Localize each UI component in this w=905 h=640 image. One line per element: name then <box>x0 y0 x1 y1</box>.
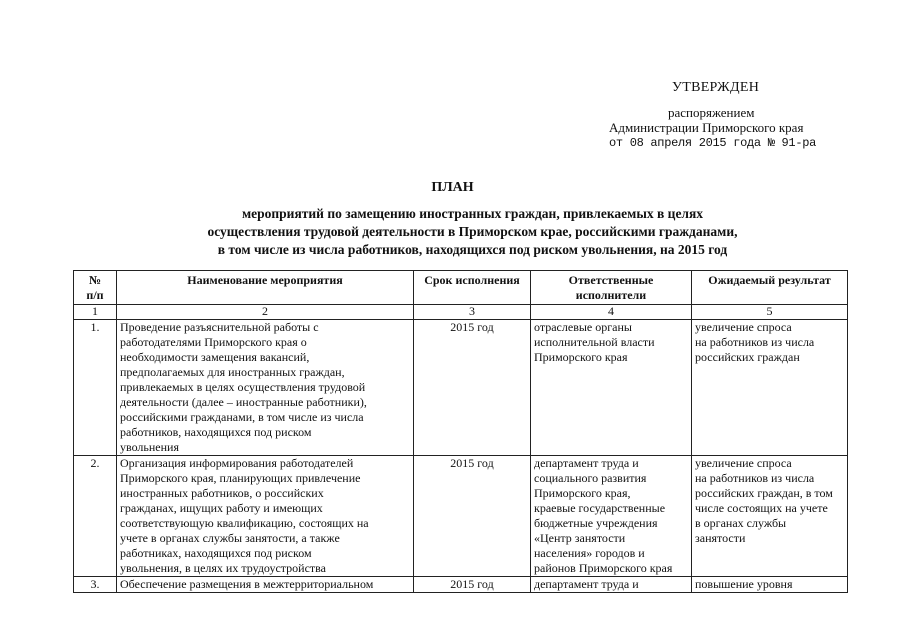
activity-name: Проведение разъяснительной работы с работодателями Приморского края о необходимости замещения вакансий, предполагаемых для иностранных граждан, привлекаемых в целях осуществления трудовой деятельности (далее – иностранные работники), российскими гражданами, в том числе из числа работников, находящихся под риском увольнения <box>117 320 414 456</box>
expected-result: увеличение спроса на работников из числа российских граждан, в том числе состоящих на учете в органах службы занятости <box>692 456 848 577</box>
column-index: 1 <box>74 305 117 320</box>
expected-result: увеличение спроса на работников из числа российских граждан <box>692 320 848 456</box>
approval-line-3: от 08 апреля 2015 года № 91-ра <box>609 136 817 150</box>
column-index: 5 <box>692 305 848 320</box>
column-index: 2 <box>117 305 414 320</box>
table-row <box>74 456 848 577</box>
deadline: 2015 год <box>414 320 531 456</box>
header-responsible: Ответственные исполнители <box>531 271 692 305</box>
plan-subtitle-3: в том числе из числа работников, находящихся под риском увольнения, на 2015 год <box>217 242 728 257</box>
table-header-row <box>74 271 848 305</box>
header-expected-result: Ожидаемый результат <box>692 271 848 305</box>
table-row <box>74 320 848 456</box>
row-number: 2. <box>74 456 117 577</box>
row-number: 1. <box>74 320 117 456</box>
activity-name: Обеспечение размещения в межтерриториальном <box>117 577 414 593</box>
column-index: 3 <box>414 305 531 320</box>
activity-name: Организация информирования работодателей Приморского края, планирующих привлечение иностранных работников, о российских гражданах, ищущих работу и имеющих соответствующую квалификацию, состоящих на учете в органах службы занятости, а также работниках, находящихся под риском увольнения, в целях их трудоустройства <box>117 456 414 577</box>
header-activity-name: Наименование мероприятия <box>117 271 414 305</box>
header-deadline: Срок исполнения <box>414 271 531 305</box>
responsible: департамент труда и социального развития Приморского края, краевые государственные бюджетные учреждения «Центр занятости населения» городов и районов Приморского края <box>531 456 692 577</box>
approval-line-1: распоряжением <box>668 105 755 120</box>
table-row <box>74 577 848 593</box>
plan-title: ПЛАН <box>431 180 474 195</box>
plan-subtitle-2: осуществления трудовой деятельности в Приморском крае, российскими гражданами, <box>207 224 738 239</box>
column-index: 4 <box>531 305 692 320</box>
deadline: 2015 год <box>414 577 531 593</box>
row-number: 3. <box>74 577 117 593</box>
plan-subtitle-1: мероприятий по замещению иностранных граждан, привлекаемых в целях <box>241 206 704 221</box>
responsible: департамент труда и <box>531 577 692 593</box>
expected-result: повышение уровня <box>692 577 848 593</box>
approval-line-2: Администрации Приморского края <box>609 120 804 135</box>
approval-title: УТВЕРЖДЕН <box>672 80 760 95</box>
plan-table <box>73 270 848 593</box>
responsible: отраслевые органы исполнительной власти Приморского края <box>531 320 692 456</box>
header-number: № п/п <box>74 271 117 305</box>
column-index-row <box>74 305 848 320</box>
deadline: 2015 год <box>414 456 531 577</box>
